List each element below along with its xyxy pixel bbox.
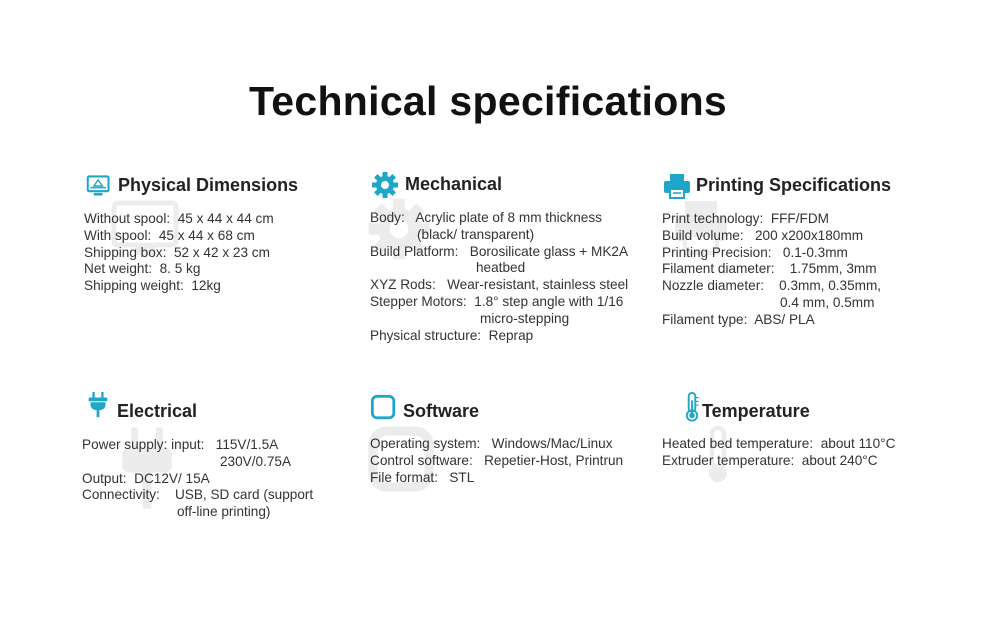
spec-row: Build volume: 200 x200x180mm bbox=[662, 227, 864, 243]
spec-list bbox=[84, 211, 384, 295]
printer-icon bbox=[662, 171, 692, 201]
gear-icon bbox=[370, 170, 400, 200]
section-title: Temperature bbox=[702, 401, 810, 421]
spec-row: Power supply: input: 115V/1.5A bbox=[82, 437, 279, 452]
spec-row: Nozzle diameter: 0.3mm, 0.35mm, bbox=[662, 278, 882, 294]
spec-row: Net weight: 8. 5 kg bbox=[84, 261, 201, 277]
spec-row: Control software: Repetier-Host, Printrun bbox=[370, 452, 624, 468]
spec-row: Heated bed temperature: about 110°C bbox=[662, 436, 896, 451]
spec-list bbox=[662, 211, 962, 329]
section-temperature bbox=[662, 393, 962, 470]
spec-row-continuation: 230V/0.75A bbox=[220, 453, 292, 469]
spec-row-continuation: heatbed bbox=[476, 260, 526, 276]
spec-row: Printing Precision: 0.1-0.3mm bbox=[662, 244, 848, 260]
spec-list bbox=[82, 437, 382, 521]
spec-row: Connectivity: USB, SD card (support bbox=[82, 487, 314, 503]
spec-list bbox=[370, 436, 670, 486]
section-printing-specifications bbox=[662, 171, 962, 329]
section-mechanical bbox=[370, 170, 670, 344]
spec-row: Shipping box: 52 x 42 x 23 cm bbox=[84, 244, 270, 260]
spec-row-continuation: off-line printing) bbox=[177, 504, 271, 520]
section-title: Software bbox=[403, 401, 480, 421]
section-title: Electrical bbox=[117, 401, 198, 421]
spec-row: XYZ Rods: Wear-resistant, stainless steel bbox=[370, 277, 629, 293]
section-title: Physical Dimensions bbox=[118, 175, 299, 195]
section-software bbox=[370, 396, 670, 486]
spec-list bbox=[370, 210, 670, 344]
spec-row: Build Platform: Borosilicate glass + MK2A bbox=[370, 243, 629, 259]
spec-row: Body: Acrylic plate of 8 mm thickness bbox=[370, 210, 602, 225]
spec-row-continuation: (black/ transparent) bbox=[417, 226, 535, 242]
spec-row: Without spool: 45 x 44 x 44 cm bbox=[84, 211, 274, 226]
spec-row: Filament diameter: 1.75mm, 3mm bbox=[662, 261, 877, 277]
spec-row: Stepper Motors: 1.8° step angle with 1/16 bbox=[370, 293, 624, 309]
page-title: Technical specifications bbox=[248, 78, 728, 124]
thermometer-icon bbox=[682, 391, 702, 423]
spec-row: Filament type: ABS/ PLA bbox=[662, 311, 815, 327]
section-title: Printing Specifications bbox=[696, 175, 892, 195]
spec-row: With spool: 45 x 44 x 68 cm bbox=[84, 227, 255, 243]
spec-row: Output: DC12V/ 15A bbox=[82, 470, 210, 486]
spec-row: Operating system: Windows/Mac/Linux bbox=[370, 436, 613, 451]
plug-icon bbox=[84, 390, 112, 420]
section-electrical bbox=[82, 393, 382, 521]
software-icon bbox=[370, 394, 398, 422]
spec-row: Physical structure: Reprap bbox=[370, 327, 534, 343]
spec-row: Shipping weight: 12kg bbox=[84, 278, 221, 294]
section-physical-dimensions bbox=[84, 171, 384, 295]
spec-row-continuation: 0.4 mm, 0.5mm bbox=[780, 294, 875, 310]
spec-row: Print technology: FFF/FDM bbox=[662, 211, 829, 226]
spec-row: File format: STL bbox=[370, 469, 475, 485]
spec-list bbox=[662, 436, 962, 470]
section-title: Mechanical bbox=[405, 174, 503, 194]
monitor-icon bbox=[86, 173, 112, 199]
spec-row: Extruder temperature: about 240°C bbox=[662, 452, 878, 468]
spec-row-continuation: micro-stepping bbox=[480, 310, 570, 326]
